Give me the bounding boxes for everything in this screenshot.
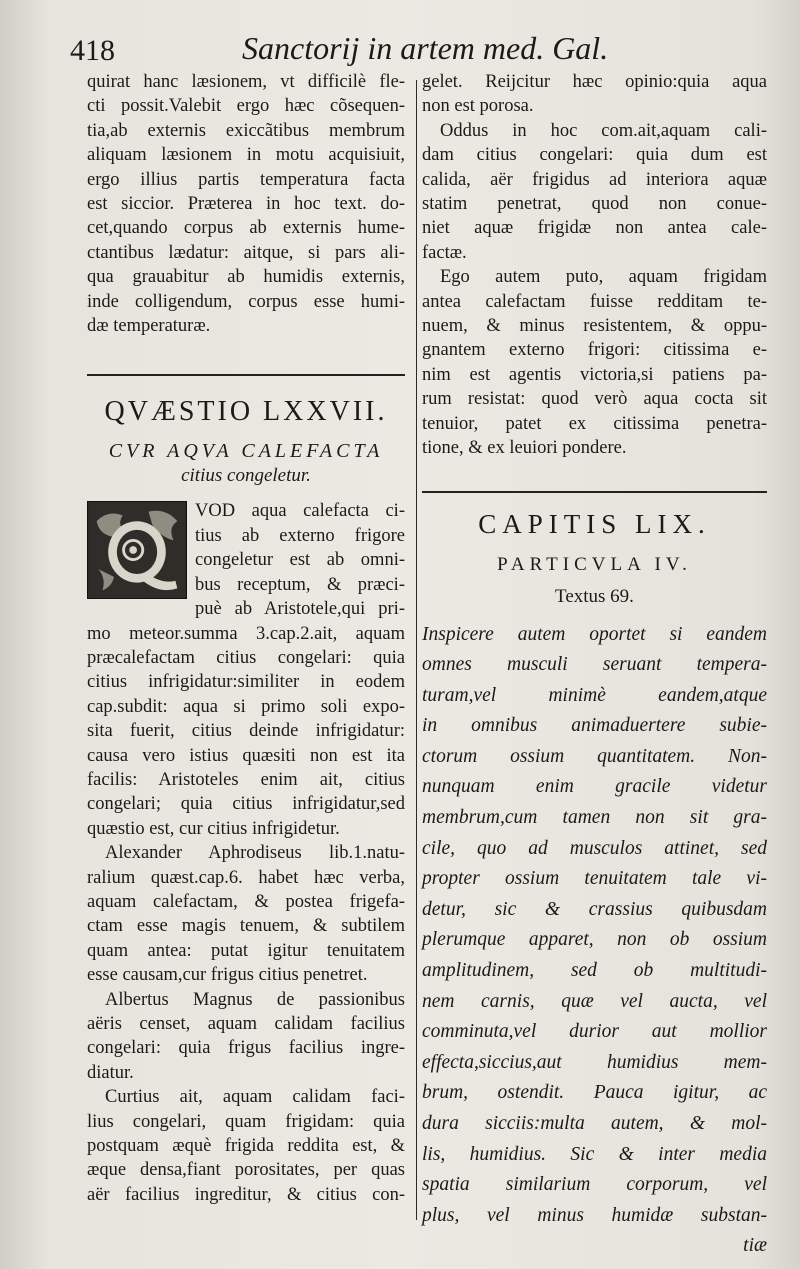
question-body [87, 499, 405, 841]
text-line: esse causam,cur frigus citius penetret. [87, 965, 368, 986]
textus-heading: Textus 69. [555, 585, 634, 607]
quote-line: propter ossium tenuitatem tale vi- [422, 868, 767, 890]
text-line: lius congelari, quam frigidam: quia [87, 1111, 405, 1132]
left-paragraph-1 [87, 70, 405, 338]
text-line: niet aquæ frigidæ non antea cale- [422, 218, 767, 239]
text-line: quirat hanc læsionem, vt difficilè fle- [87, 72, 405, 92]
text-line: ralium quæst.cap.6. habet hæc verba, [87, 867, 405, 888]
text-line: antea calefactam fuisse redditam te- [422, 291, 767, 312]
running-title: Sanctorij in artem med. Gal. [242, 30, 609, 66]
column-divider [416, 80, 417, 1220]
text-line: aëris censet, aquam calidam facilius [87, 1014, 405, 1034]
right-paragraph-2 [422, 119, 767, 265]
text-line: facilis: Aristoteles enim ait, citius [87, 769, 405, 790]
left-column [87, 66, 405, 1207]
quote-line: nem carnis, quæ vel aucta, vel [422, 990, 767, 1012]
text-line: Curtius ait, aquam calidam faci- [105, 1087, 405, 1108]
text-line: quam antea: putat igitur tenuitatem [87, 940, 405, 961]
text-line: non est porosa. [422, 96, 534, 117]
left-paragraph-3 [87, 841, 405, 987]
text-line: præcalefactam citius congelari: quia [87, 647, 405, 668]
left-paragraph-4 [87, 988, 405, 1086]
quote-line: tiæ [743, 1235, 767, 1257]
text-line: dæ temperaturæ. [87, 316, 211, 337]
text-line: æque densa,fiant porositates, per quas [87, 1160, 405, 1181]
text-line: gelet. Reijcitur hæc opinio:quia aqua [422, 72, 767, 92]
chapter-title: CAPITIS LIX. [478, 508, 711, 539]
text-line: diatur. [87, 1062, 134, 1083]
text-line: congeletur est ab omni- [195, 550, 405, 571]
text-line: tius ab externo frigore [195, 525, 405, 546]
text-line: bus receptum, & præci- [195, 574, 405, 595]
text-line: inde colligendum, corpus esse humi- [87, 291, 405, 312]
quote-line: detur, sic & crassius quibusdam [422, 898, 767, 920]
text-line: aquam calefactam, & postea frigefa- [87, 891, 405, 912]
quote-line: plerumque apparet, non ob ossium [422, 929, 767, 951]
text-line: mo meteor.summa 3.cap.2.ait, aquam [87, 623, 405, 644]
quote-line: omnes musculi seruant tempera- [422, 654, 767, 676]
text-line: factæ. [422, 242, 467, 263]
text-line: VOD aqua calefacta ci- [195, 501, 405, 522]
text-line: sita fuerit, citius deinde infrigidatur: [87, 721, 405, 742]
text-line: tione, & ex leuiori pondere. [422, 438, 627, 459]
text-line: Ego autem puto, aquam frigidam [440, 267, 767, 288]
text-line: ctantibus lædatur: aitque, si pars ali- [87, 242, 405, 263]
text-line: nim est agentis victoria,si patiens pa- [422, 364, 767, 385]
text-line: causa vero istius quæsiti non est ita [87, 745, 405, 766]
quote-line: amplitudinem, sed ob multitudi- [422, 960, 767, 982]
quote-line: lis, humidius. Sic & inter media [422, 1143, 767, 1165]
quote-line: comminuta,vel durior aut mollior [422, 1021, 767, 1043]
quote-line: spatia similarium corporum, vel [422, 1174, 767, 1196]
page-number: 418 [70, 34, 115, 67]
question-title: QVÆSTIO LXXVII. [104, 396, 388, 428]
quote-line: effecta,siccius,aut humidius mem- [422, 1051, 767, 1073]
quote-line: in omnibus animaduertere subie- [422, 715, 767, 737]
right-paragraph-1 [422, 70, 767, 119]
text-line: cti possit.Valebit ergo hæc cõsequen- [87, 96, 405, 117]
text-line: rum resistat: quod verò aqua cocta sit [422, 389, 767, 410]
text-line: congelari; quia citius infrigidatur,sed [87, 794, 405, 815]
particula-heading: PARTICVLA IV. [497, 553, 692, 575]
section-rule [87, 374, 405, 376]
text-line: aër facilius ingreditur, & citius con- [87, 1184, 405, 1205]
question-subtitle-2: citius congeletur. [181, 465, 311, 487]
text-line: aliquam læsionem in motu acquisiuit, [87, 145, 405, 166]
quote-line: turam,vel minimè eandem,atque [422, 684, 767, 706]
quote-line: dura sicciis:multa autem, & mol- [422, 1113, 767, 1134]
text-line: cet,quando corpus ab externis hume- [87, 218, 405, 239]
decorated-initial [87, 501, 187, 599]
quote-line: nunquam enim gracile videtur [422, 776, 767, 798]
text-line: nuem, & minus resistentem, & oppu- [422, 316, 767, 337]
ornamental-initial-q-icon [88, 502, 186, 598]
text-line: Alexander Aphrodiseus lib.1.natu- [105, 843, 405, 864]
text-line: cap.subdit: aqua si primo soli expo- [87, 696, 405, 717]
text-line: quæstio est, cur citius infrigidetur. [87, 818, 340, 839]
right-paragraph-3 [422, 265, 767, 460]
text-line: calida, aër frigidus ad interiora aquæ [422, 169, 767, 190]
text-line: gnantem externo frigori: citissima e- [422, 340, 767, 361]
text-line: Albertus Magnus de passionibus [105, 989, 405, 1010]
quote-line: plus, vel minus humidæ substan- [422, 1204, 767, 1226]
quote-line: Inspicere autem oportet si eandem [422, 623, 767, 645]
text-line: ctam esse magis tenuem, & subtilem [87, 916, 405, 937]
left-paragraph-5 [87, 1085, 405, 1207]
text-line: est siccior. Præterea in hoc text. do- [87, 194, 405, 215]
text-line: tenuior, patet ex citissima penetra- [422, 413, 767, 434]
quote-line: membrum,cum tamen non sit gra- [422, 807, 767, 829]
text-line: statim penetrat, quod non conue- [422, 194, 767, 215]
text-line: tia,ab externis exiccãtibus membrum [87, 120, 405, 141]
text-line: dam citius congelari: quia dum est [422, 145, 767, 166]
text-line: postquam æquè frigida reddita est, & [87, 1136, 405, 1157]
section-rule [422, 491, 767, 493]
quote-line: ctorum ossium quantitatem. Non- [422, 745, 767, 767]
text-line: Oddus in hoc com.ait,aquam cali- [440, 120, 767, 141]
text-line: citius infrigidatur:similiter in eodem [87, 672, 405, 693]
text-line: congelari: quia frigus facilius ingre- [87, 1038, 405, 1059]
galen-quote [422, 620, 767, 1262]
right-column [422, 66, 767, 1262]
text-line: ergo illius partis temperatura facta [87, 169, 405, 190]
text-line: puè ab Aristotele,qui pri- [195, 599, 405, 620]
quote-line: cile, quo ad musculos attinet, sed [422, 837, 767, 859]
quote-line: brum, ostendit. Pauca igitur, ac [422, 1082, 767, 1104]
text-line: qua grauabitur ab humidis externis, [87, 267, 405, 288]
question-subtitle: CVR AQVA CALEFACTA [108, 440, 384, 463]
